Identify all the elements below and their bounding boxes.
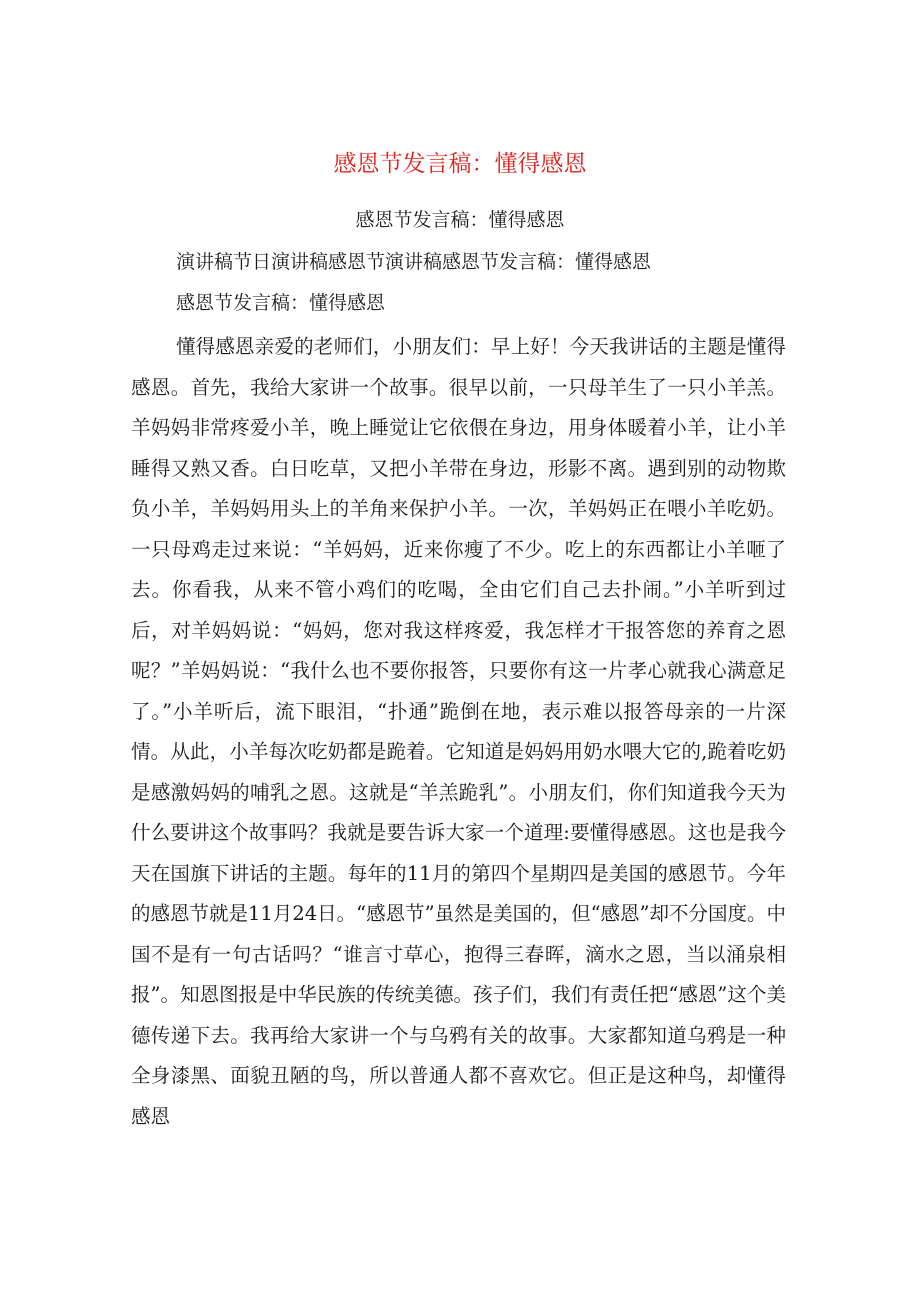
document-title: 感恩节发言稿：懂得感恩 xyxy=(333,151,587,177)
heading-line: 感恩节发言稿：懂得感恩 xyxy=(176,292,386,314)
category-line: 演讲稿节日演讲稿感恩节演讲稿感恩节发言稿：懂得感恩 xyxy=(176,251,652,273)
body-paragraph: 懂得感恩亲爱的老师们，小朋友们：早上好！今天我讲话的主题是懂得感恩。首先，我给大家讲一个故事。很早以前，一只母羊生了一只小羊羔。羊妈妈非常疼爱小羊，晚上睡觉让它依偎在身边，用身体暖着小羊，让小羊睡得又熟又香。白日吃草，又把小羊带在身边，形影不离。遇到别的动物欺负小羊，羊妈妈用头上的羊角来保护小羊。一次，羊妈妈正在喂小羊吃奶。一只母鸡走过来说：“羊妈妈，近来你瘦了不少。吃上的东西都让小羊咂了去。你看我，从来不管小鸡们的吃喝，全由它们自己去扑闹。”小羊听到过后，对羊妈妈说：“妈妈，您对我这样疼爱，我怎样才干报答您的养育之恩呢？”羊妈妈说：“我什么也不要你报答，只要你有这一片孝心就我心满意足了。”小羊听后，流下眼泪，“扑通”跪倒在地，表示难以报答母亲的一片深情。从此，小羊每次吃奶都是跪着。它知道是妈妈用奶水喂大它的,跪着吃奶是感激妈妈的哺乳之恩。这就是“羊羔跪乳”。小朋友们，你们知道我今天为什么要讲这个故事吗？我就是要告诉大家一个道理:要懂得感恩。这也是我今天在国旗下讲话的主题。每年的11月的第四个星期四是美国的感恩节。今年的感恩节就是11月24日。“感恩节”虽然是美国的，但“感恩”却不分国度。中国不是有一句古话吗？“谁言寸草心，抱得三春晖，滴水之恩，当以涌泉相报”。知恩图报是中华民族的传统美德。孩子们，我们有责任把“感恩”这个美德传递下去。我再给大家讲一个与乌鸦有关的故事。大家都知道乌鸦是一种全身漆黑、面貌丑陋的鸟，所以普通人都不喜欢它。但正是这种鸟，却懂得感恩 xyxy=(131,335,787,1128)
document-subtitle: 感恩节发言稿：懂得感恩 xyxy=(355,209,565,231)
